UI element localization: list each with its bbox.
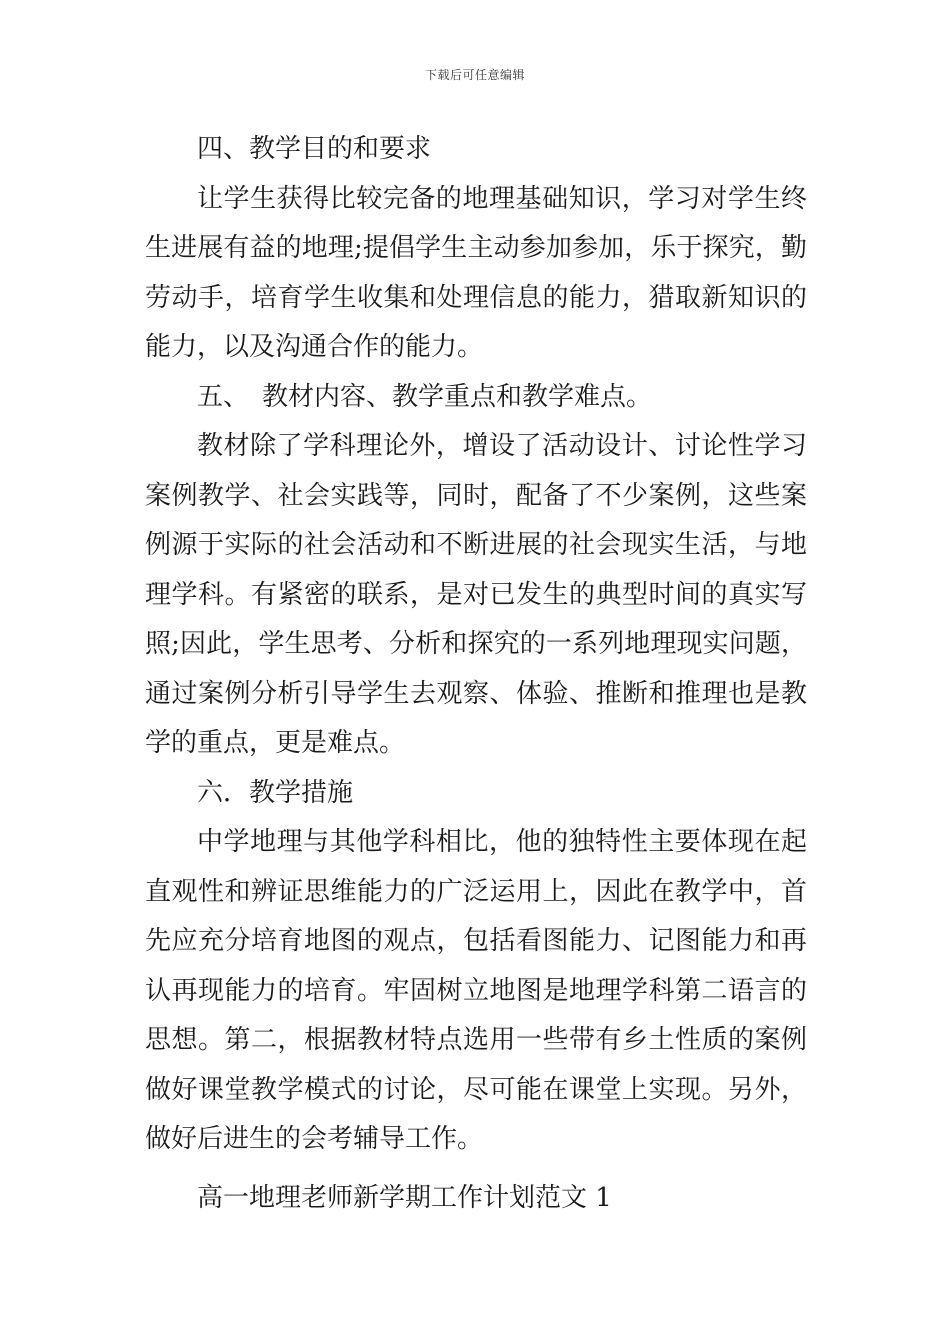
- section-5-body: 教材除了学科理论外，增设了活动设计、讨论性学习案例教学、社会实践等，同时，配备了不少案例，这些案例源于实际的社会活动和不断进展的社会现实生活，与地理学科。有紧密的联系，是对已发生的典型时间的真实写照;因此，学生思考、分析和探究的一系列地理现实问题，通过案例分析引导学生去观察、体验、推断和推理也是教学的重点，更是难点。: [145, 431, 807, 758]
- header-note: 下载后可任意编辑: [424, 68, 525, 82]
- section-4-body: 让学生获得比较完备的地理基础知识，学习对学生终生进展有益的地理;提倡学生主动参加参加，乐于探究，勤劳动手，培育学生收集和处理信息的能力，猎取新知识的能力，以及沟通合作的能力。: [145, 183, 807, 362]
- closing-title: 高一地理老师新学期工作计划范文 1: [197, 1182, 612, 1213]
- section-4-heading: 四、教学目的和要求: [197, 134, 432, 164]
- section-6-heading: 六．教学措施: [197, 777, 354, 808]
- section-5-heading: 五、 教材内容、教学重点和教学难点。: [197, 381, 653, 412]
- section-6-body: 中学地理与其他学科相比，他的独特性主要体现在起直观性和辨证思维能力的广泛运用上，因此在教学中，首先应充分培育地图的观点，包括看图能力、记图能力和再认再现能力的培育。牢固树立地图是地理学科第二语言的思想。第二，根据教材特点选用一些带有乡土性质的案例做好课堂教学模式的讨论，尽可能在课堂上实现。另外，做好后进生的会考辅导工作。: [145, 827, 807, 1154]
- document-body: [145, 125, 807, 1223]
